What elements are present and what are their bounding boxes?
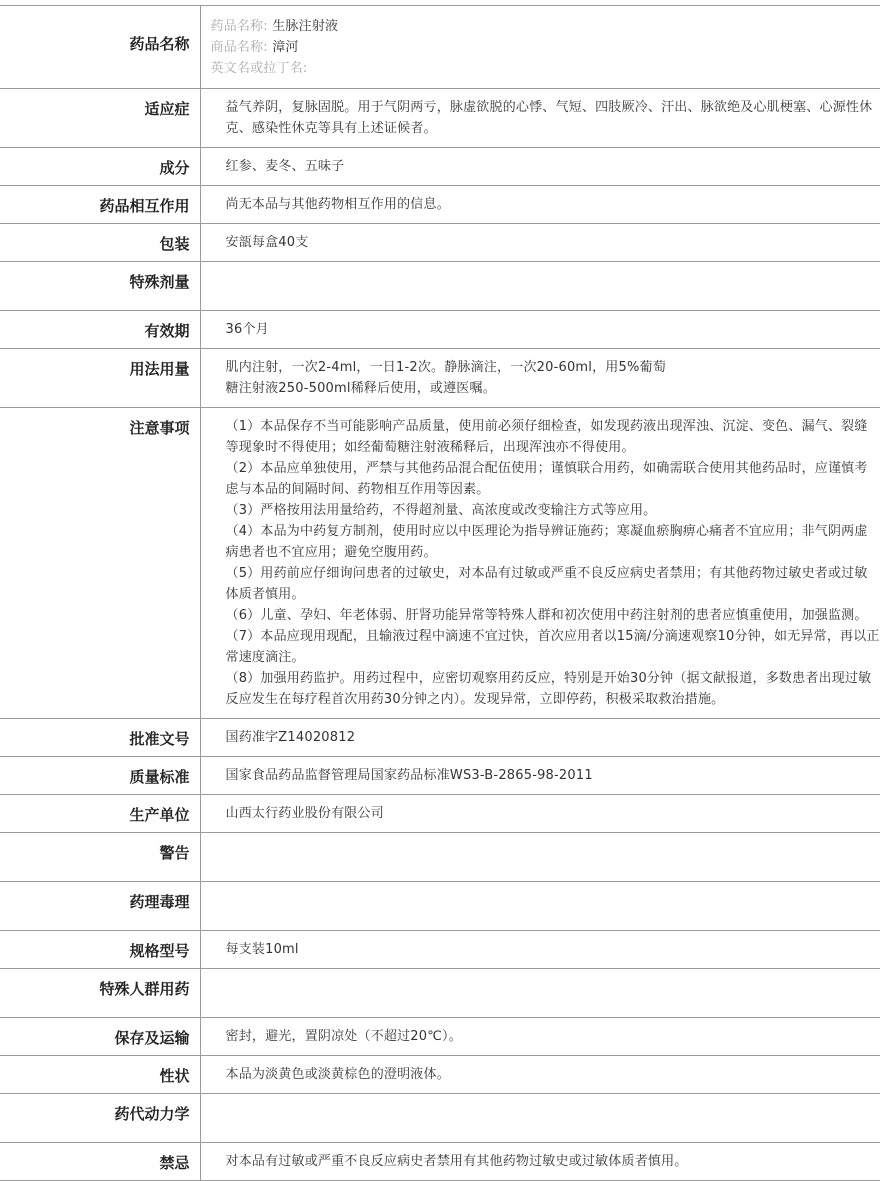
precaution-item: （8）加强用药监护。用药过程中，应密切观察用药反应，特别是开始30分钟（据文献报道，多数患者出现过敏反应发生在每疗程首次用药30分钟之内）。发现异常，立即停药，积极采取救治措施。 <box>226 668 880 710</box>
label-drug-name: 药品名称 <box>0 6 200 89</box>
label-precautions: 注意事项 <box>0 408 200 719</box>
label-special-dosage: 特殊剂量 <box>0 262 200 311</box>
value-contraindications: 对本品有过敏或严重不良反应病史者禁用有其他药物过敏史或过敏体质者慎用。 <box>200 1143 880 1181</box>
precaution-item: （4）本品为中药复方制剂，使用时应以中医理论为指导辨证施药；寒凝血瘀胸痹心痛者不宜应用；非气阴两虚病患者也不宜应用；避免空腹用药。 <box>226 521 880 563</box>
row-warning <box>0 833 880 882</box>
value-shelf-life: 36个月 <box>200 311 880 349</box>
row-interactions <box>0 186 880 224</box>
row-contraindications <box>0 1143 880 1181</box>
row-specification <box>0 931 880 969</box>
row-ingredients <box>0 148 880 186</box>
row-packaging <box>0 224 880 262</box>
precaution-item: （3）严格按用法用量给药，不得超剂量、高浓度或改变输注方式等应用。 <box>226 500 880 521</box>
value-approval-number: 国药准字Z14020812 <box>200 719 880 757</box>
value-packaging: 安瓿每盒40支 <box>200 224 880 262</box>
row-pharmacology <box>0 882 880 931</box>
value-special-dosage <box>200 262 880 311</box>
row-approval-number <box>0 719 880 757</box>
precaution-item: （1）本品保存不当可能影响产品质量，使用前必须仔细检查，如发现药液出现浑浊、沉淀、变色、漏气、裂缝等现象时不得使用；如经葡萄糖注射液稀释后，出现浑浊亦不得使用。 <box>226 416 880 458</box>
row-quality-standard <box>0 757 880 795</box>
label-indications: 适应症 <box>0 89 200 148</box>
english-name-key: 英文名或拉丁名: <box>211 61 308 76</box>
value-indications: 益气养阴，复脉固脱。用于气阴两亏，脉虚欲脱的心悸、气短、四肢厥冷、汗出、脉欲绝及心肌梗塞、心源性休克、感染性休克等具有上述证候者。 <box>200 89 880 148</box>
english-name-line <box>211 58 880 79</box>
trade-name-key: 商品名称: <box>211 40 268 55</box>
label-special-population: 特殊人群用药 <box>0 969 200 1018</box>
value-precautions <box>200 408 880 719</box>
value-ingredients: 红参、麦冬、五味子 <box>200 148 880 186</box>
label-storage: 保存及运输 <box>0 1018 200 1056</box>
label-appearance: 性状 <box>0 1056 200 1094</box>
precaution-item: （6）儿童、孕妇、年老体弱、肝肾功能异常等特殊人群和初次使用中药注射剂的患者应慎重使用，加强监测。 <box>226 605 880 626</box>
value-warning <box>200 833 880 882</box>
row-manufacturer <box>0 795 880 833</box>
value-quality-standard: 国家食品药品监督管理局国家药品标准WS3-B-2865-98-2011 <box>200 757 880 795</box>
value-interactions: 尚无本品与其他药物相互作用的信息。 <box>200 186 880 224</box>
generic-name-key: 药品名称: <box>211 19 268 34</box>
precaution-item: （2）本品应单独使用，严禁与其他药品混合配伍使用；谨慎联合用药，如确需联合使用其他药品时，应谨慎考虑与本品的间隔时间、药物相互作用等因素。 <box>226 458 880 500</box>
label-interactions: 药品相互作用 <box>0 186 200 224</box>
label-contraindications: 禁忌 <box>0 1143 200 1181</box>
row-storage <box>0 1018 880 1056</box>
precaution-item: （5）用药前应仔细询问患者的过敏史，对本品有过敏或严重不良反应病史者禁用；有其他药物过敏史者或过敏体质者慎用。 <box>226 563 880 605</box>
label-shelf-life: 有效期 <box>0 311 200 349</box>
label-pharmacokinetics: 药代动力学 <box>0 1094 200 1143</box>
row-appearance <box>0 1056 880 1094</box>
row-precautions <box>0 408 880 719</box>
row-indications <box>0 89 880 148</box>
row-pharmacokinetics <box>0 1094 880 1143</box>
value-storage: 密封，避光，置阴凉处（不超过20℃）。 <box>200 1018 880 1056</box>
generic-name-value: 生脉注射液 <box>272 19 338 34</box>
usage-line-1: 肌内注射，一次2-4ml，一日1-2次。静脉滴注，一次20-60ml，用5%葡萄 <box>226 357 880 378</box>
label-specification: 规格型号 <box>0 931 200 969</box>
value-drug-name <box>200 6 880 89</box>
row-drug-name <box>0 6 880 89</box>
generic-name-line <box>211 16 880 37</box>
value-usage <box>200 349 880 408</box>
row-special-dosage <box>0 262 880 311</box>
usage-line-2: 糖注射液250-500ml稀释后使用，或遵医嘱。 <box>226 378 880 399</box>
value-pharmacology <box>200 882 880 931</box>
precaution-item: （7）本品应现用现配，且输液过程中滴速不宜过快，首次应用者以15滴/分滴速观察10分钟，如无异常，再以正常速度滴注。 <box>226 626 880 668</box>
row-special-population <box>0 969 880 1018</box>
label-manufacturer: 生产单位 <box>0 795 200 833</box>
drug-spec-table <box>0 5 880 1181</box>
trade-name-line <box>211 37 880 58</box>
label-quality-standard: 质量标准 <box>0 757 200 795</box>
label-approval-number: 批准文号 <box>0 719 200 757</box>
label-ingredients: 成分 <box>0 148 200 186</box>
trade-name-value: 漳河 <box>272 40 298 55</box>
value-pharmacokinetics <box>200 1094 880 1143</box>
value-manufacturer: 山西太行药业股份有限公司 <box>200 795 880 833</box>
label-warning: 警告 <box>0 833 200 882</box>
value-specification: 每支装10ml <box>200 931 880 969</box>
label-usage: 用法用量 <box>0 349 200 408</box>
value-special-population <box>200 969 880 1018</box>
value-appearance: 本品为淡黄色或淡黄棕色的澄明液体。 <box>200 1056 880 1094</box>
label-packaging: 包装 <box>0 224 200 262</box>
row-usage <box>0 349 880 408</box>
row-shelf-life <box>0 311 880 349</box>
label-pharmacology: 药理毒理 <box>0 882 200 931</box>
